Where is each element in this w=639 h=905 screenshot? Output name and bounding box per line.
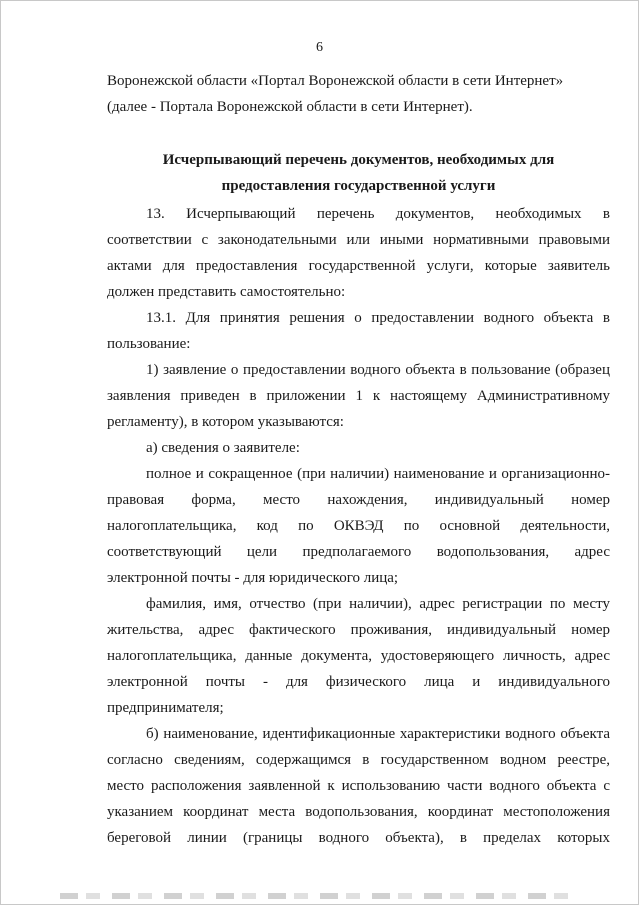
text-line: регламенту), в котором указываются:: [107, 414, 344, 430]
text-line: (далее - Портала Воронежской области в сети Интернет).: [107, 99, 473, 115]
text-line: предпринимателя;: [107, 700, 224, 716]
section-heading-line-1: Исчерпывающий перечень документов, необходимых для: [162, 152, 555, 168]
text-line: правовая форма, место нахождения, индивидуальный номер: [107, 492, 610, 508]
text-line: жительства, адрес фактического проживания, индивидуальный номер: [107, 622, 610, 638]
text-line: налогоплательщика, код по ОКВЭД по основной деятельности,: [107, 518, 610, 534]
text-line: 13.1. Для принятия решения о предоставлении водного объекта в: [146, 310, 610, 326]
page-number: 6: [316, 40, 323, 55]
section-heading-line-2: предоставления государственной услуги: [221, 178, 496, 194]
text-line: согласно сведениям, содержащимся в государственном водном реестре,: [107, 752, 610, 768]
text-line: 13. Исчерпывающий перечень документов, необходимых в: [146, 206, 610, 222]
text-line: 1) заявление о предоставлении водного объекта в пользование (образец: [146, 362, 610, 378]
text-line: б) наименование, идентификационные характеристики водного объекта: [146, 726, 610, 742]
text-line: фамилия, имя, отчество (при наличии), адрес регистрации по месту: [146, 596, 610, 612]
scan-artifact: [60, 893, 580, 899]
text-line: должен представить самостоятельно:: [107, 284, 346, 300]
text-line: место расположения заявленной к использованию части водного объекта с: [107, 778, 610, 794]
text-line: заявления приведен в приложении 1 к настоящему Административному: [107, 388, 610, 404]
text-line: полное и сокращенное (при наличии) наименование и организационно-: [146, 466, 610, 482]
text-line: электронной почты - для физического лица и индивидуального: [107, 674, 610, 690]
text-line: соответствующий цели предполагаемого водопользования, адрес: [107, 544, 610, 560]
text-line: соответствии с законодательными или иными нормативными правовыми: [107, 232, 610, 248]
text-line: а) сведения о заявителе:: [146, 440, 300, 456]
text-line: Воронежской области «Портал Воронежской области в сети Интернет»: [107, 73, 564, 89]
text-line: береговой линии (границы водного объекта), в пределах которых: [107, 830, 610, 846]
text-line: электронной почты - для юридического лица;: [107, 570, 399, 586]
text-line: налогоплательщика, данные документа, удостоверяющего личность, адрес: [107, 648, 610, 664]
text-line: пользование:: [107, 336, 191, 352]
text-line: актами для предоставления государственной услуги, которые заявитель: [107, 258, 610, 274]
text-line: указанием координат места водопользования, координат местоположения: [107, 804, 610, 820]
